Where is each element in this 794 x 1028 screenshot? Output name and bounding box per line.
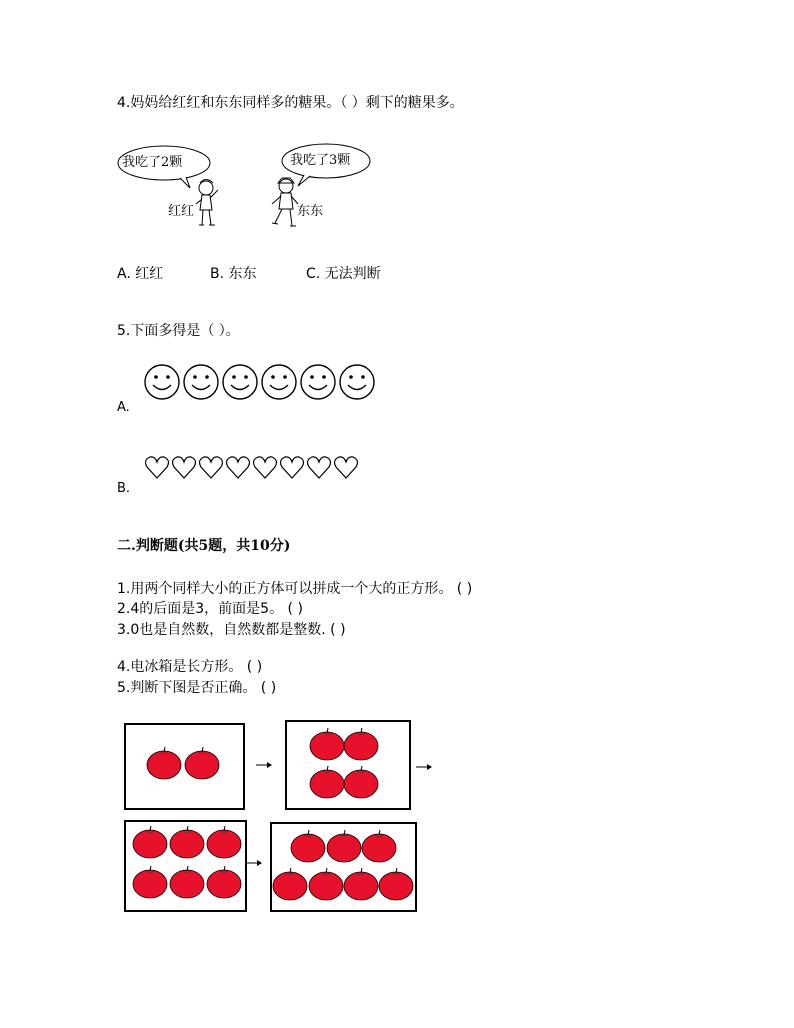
heart-row [143, 452, 368, 482]
boy-figure-icon [272, 178, 298, 226]
apple-icon [309, 868, 343, 900]
apple-icon [310, 728, 344, 760]
apple-group-1 [126, 725, 243, 808]
apple-icon [207, 826, 241, 858]
heart-icon [227, 457, 250, 478]
q5-option-a-label: A. [117, 400, 130, 415]
smiley-icon [184, 365, 218, 399]
apple-box-1 [124, 723, 245, 810]
apple-icon [185, 747, 219, 779]
name-right: 东东 [297, 204, 324, 219]
judge-item-1: 1.用两个同样大小的正方体可以拼成一个大的正方形。 ( ) [117, 581, 473, 597]
heart-icon [146, 457, 169, 478]
q5-question: 5.下面多得是（ ）。 [117, 323, 240, 339]
arrow-icon [256, 760, 274, 770]
apple-icon [344, 728, 378, 760]
judge-item-4: 4.电冰箱是长方形。 ( ) [117, 659, 263, 675]
apple-icon [147, 747, 181, 779]
apple-icon [291, 830, 325, 862]
girl-figure-icon [196, 180, 218, 226]
apple-icon [170, 866, 204, 898]
smiley-icon [262, 365, 296, 399]
apple-group-4 [272, 824, 415, 910]
apple-box-4 [270, 822, 417, 912]
apple-icon [344, 868, 378, 900]
q5-option-b-label: B. [117, 481, 131, 496]
smiley-icon [340, 365, 374, 399]
smiley-icon [301, 365, 335, 399]
judge-item-3: 3.0也是自然数，自然数都是整数. ( ) [117, 622, 346, 638]
heart-icon [335, 457, 358, 478]
q4-option-c: C. 无法判断 [306, 266, 381, 282]
apple-icon [133, 826, 167, 858]
apple-icon [310, 766, 344, 798]
apple-box-3 [124, 820, 247, 912]
apple-group-3 [126, 822, 245, 910]
arrow-icon [246, 858, 264, 868]
smiley-icon [145, 365, 179, 399]
smiley-icon [223, 365, 257, 399]
apple-box-2 [285, 720, 411, 810]
smiley-row [143, 362, 383, 404]
q4-option-a: A. 红红 [117, 266, 164, 282]
judge-item-2: 2.4的后面是3，前面是5。 ( ) [117, 601, 303, 617]
arrow-icon [416, 762, 434, 772]
apple-icon [344, 766, 378, 798]
q4-question: 4.妈妈给红红和东东同样多的糖果。（ ）剩下的糖果多。 [117, 95, 464, 111]
judge-item-5: 5.判断下图是否正确。 ( ) [117, 680, 277, 696]
name-left: 红红 [168, 204, 195, 219]
bubble-right-text: 我吃了3颗 [290, 153, 351, 168]
heart-icon [308, 457, 331, 478]
apple-icon [170, 826, 204, 858]
heart-icon [200, 457, 223, 478]
heart-icon [254, 457, 277, 478]
section-heading: 二.判断题(共5题，共10分) [117, 538, 291, 554]
apple-icon [327, 830, 361, 862]
bubble-left-text: 我吃了2颗 [122, 155, 183, 170]
heart-icon [173, 457, 196, 478]
apple-group-2 [287, 722, 409, 808]
apple-icon [379, 868, 413, 900]
apple-icon [133, 866, 167, 898]
q4-option-b: B. 东东 [210, 266, 257, 282]
apple-icon [362, 830, 396, 862]
apple-icon [273, 868, 307, 900]
apple-icon [207, 866, 241, 898]
heart-icon [281, 457, 304, 478]
